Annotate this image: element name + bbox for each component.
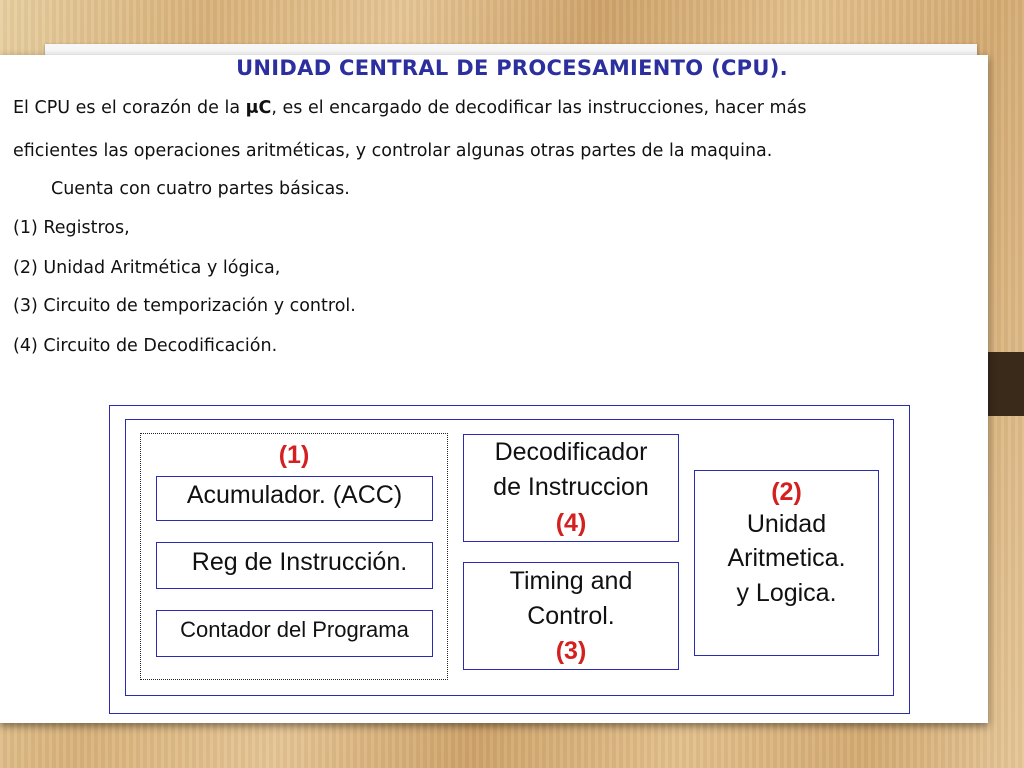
part-item-3: (3) Circuito de temporización y control. xyxy=(13,296,356,316)
acc-register-label: Acumulador. (ACC) xyxy=(186,481,403,509)
timing-label-line-1: Timing and xyxy=(509,567,633,595)
uc-symbol: μC xyxy=(245,98,272,118)
alu-label-line-2: Aritmetica. xyxy=(727,544,846,572)
background-dark-tab xyxy=(988,352,1024,416)
paragraph-line-1-pre: El CPU es el corazón de la xyxy=(13,98,246,118)
part-item-2: (2) Unidad Aritmética y lógica, xyxy=(13,258,281,278)
alu-number: (2) xyxy=(771,478,802,506)
registers-number: (1) xyxy=(278,441,310,469)
paragraph-line-1 xyxy=(13,98,806,118)
paragraph-line-1-post: , es el encargado de decodificar las instrucciones, hacer más xyxy=(271,98,807,118)
instruction-register-label: Reg de Instrucción. xyxy=(191,548,408,576)
intro-line: Cuenta con cuatro partes básicas. xyxy=(51,179,350,199)
part-item-1: (1) Registros, xyxy=(13,218,130,238)
decoder-label-line-1: Decodificador xyxy=(494,438,648,466)
part-item-4: (4) Circuito de Decodificación. xyxy=(13,336,278,356)
decoder-label-line-2: de Instruccion xyxy=(493,473,649,501)
decoder-number: (4) xyxy=(555,509,587,537)
alu-label-line-1: Unidad xyxy=(746,510,827,538)
paragraph-line-2: eficientes las operaciones aritméticas, y controlar algunas otras partes de la maquina. xyxy=(13,141,773,161)
slide-title: UNIDAD CENTRAL DE PROCESAMIENTO (CPU). xyxy=(236,56,788,80)
alu-label-line-3: y Logica. xyxy=(736,579,837,607)
timing-number: (3) xyxy=(555,637,587,665)
timing-label-line-2: Control. xyxy=(527,602,615,630)
program-counter-label: Contador del Programa xyxy=(180,617,409,642)
